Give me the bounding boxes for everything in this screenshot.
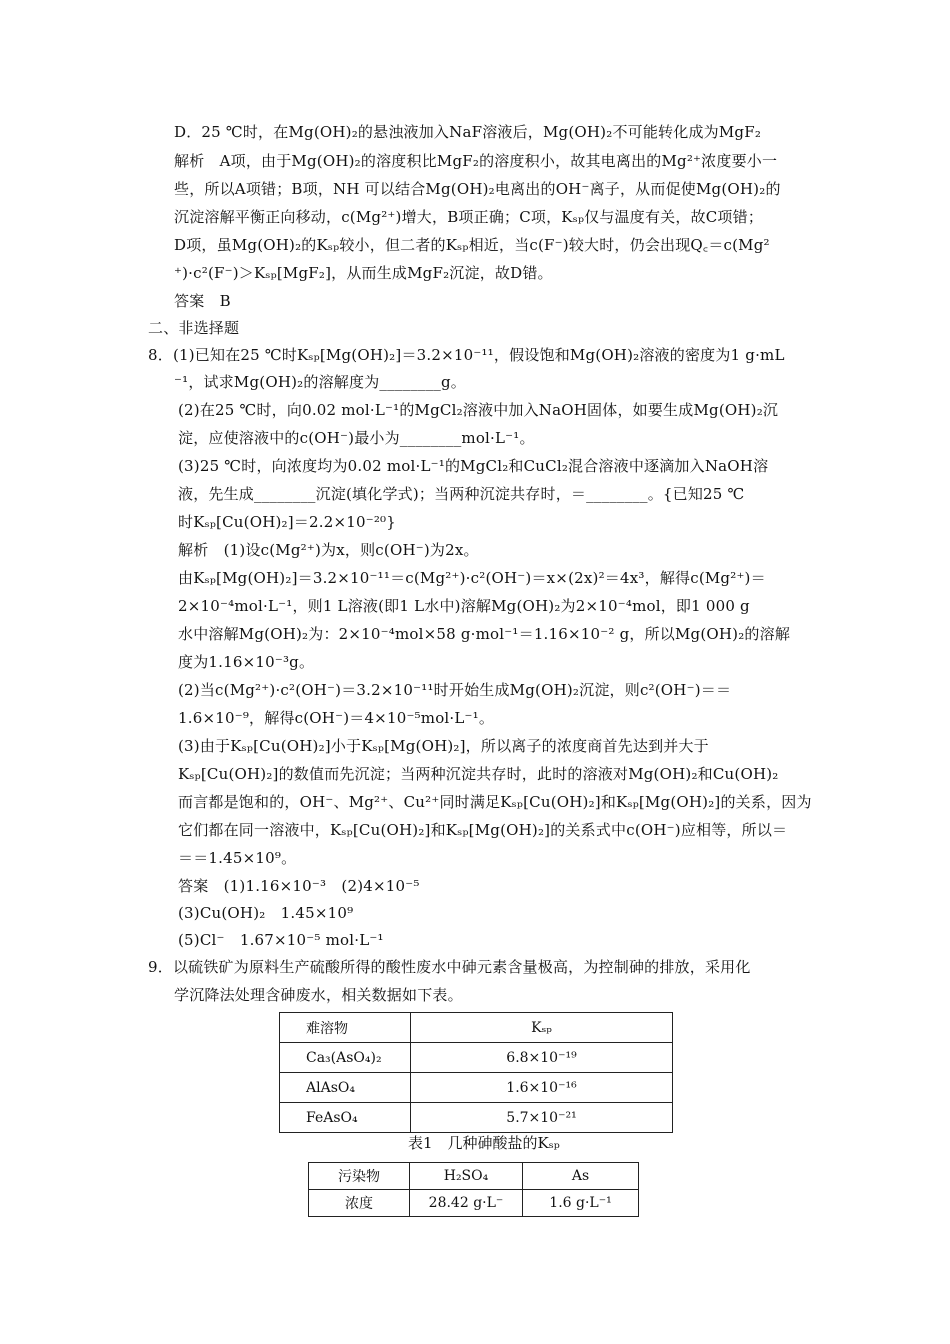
question-9-line: 9．以硫铁矿为原料生产硫酸所得的酸性废水中砷元素含量极高，为控制砷的排放，采用化 <box>148 958 751 976</box>
section-heading: 二、非选择题 <box>148 319 240 337</box>
analysis-line: 度为1.16×10⁻³g。 <box>178 653 315 671</box>
analysis-line: 2×10⁻⁴mol·L⁻¹，则1 L溶液(即1 L水中)溶解Mg(OH)₂为2×10⁻⁴mol，即1 000 g <box>178 597 750 615</box>
answer-line: 答案 (1)1.16×10⁻³ (2)4×10⁻⁵ <box>178 877 420 895</box>
table-row <box>280 1073 673 1103</box>
analysis-line: 1.6×10⁻⁹，解得c(OH⁻)＝4×10⁻⁵mol·L⁻¹。 <box>178 709 495 727</box>
table-caption: 表1 几种砷酸盐的Kₛₚ <box>408 1134 560 1152</box>
analysis-line: D项，虽Mg(OH)₂的Kₛₚ较小，但二者的Kₛₚ相近，当c(F⁻)较大时，仍会出现Q꜀＝c(Mg² <box>174 236 770 254</box>
table-header-row <box>309 1163 639 1190</box>
analysis-line: 解析 (1)设c(Mg²⁺)为x，则c(OH⁻)为2x。 <box>178 541 479 559</box>
table-cell: 1.6 g·L⁻¹ <box>523 1190 639 1217</box>
table-header-cell: As <box>523 1163 639 1190</box>
table-header-cell: 难溶物 <box>280 1013 411 1043</box>
table-row <box>280 1043 673 1073</box>
table-cell: FeAsO₄ <box>280 1103 411 1133</box>
table-cell: 28.42 g·L⁻ <box>410 1190 523 1217</box>
question-8-line: 液，先生成________沉淀(填化学式)；当两种沉淀共存时，＝________。{已知25 ℃ <box>178 485 745 503</box>
arsenate-ksp-table <box>279 1012 673 1133</box>
table-cell: 浓度 <box>309 1190 410 1217</box>
table-header-row <box>280 1013 673 1043</box>
table-row <box>280 1103 673 1133</box>
answer-line: (3)Cu(OH)₂ 1.45×10⁹ <box>178 904 354 922</box>
question-8-line: (3)25 ℃时，向浓度均为0.02 mol·L⁻¹的MgCl₂和CuCl₂混合溶液中逐滴加入NaOH溶 <box>178 457 769 475</box>
analysis-line: 水中溶解Mg(OH)₂为：2×10⁻⁴mol×58 g·mol⁻¹＝1.16×10⁻² g，所以Mg(OH)₂的溶解 <box>178 625 791 643</box>
analysis-line: (2)当c(Mg²⁺)·c²(OH⁻)＝3.2×10⁻¹¹时开始生成Mg(OH)₂沉淀，则c²(OH⁻)＝＝ <box>178 681 732 699</box>
analysis-line: 由Kₛₚ[Mg(OH)₂]＝3.2×10⁻¹¹＝c(Mg²⁺)·c²(OH⁻)＝x×(2x)²＝4x³，解得c(Mg²⁺)＝ <box>178 569 766 587</box>
option-d-text: D．25 ℃时，在Mg(OH)₂的悬浊液加入NaF溶液后，Mg(OH)₂不可能转化成为MgF₂ <box>174 123 762 141</box>
table-cell: 1.6×10⁻¹⁶ <box>411 1073 673 1103</box>
answer-line: 答案 B <box>174 292 231 310</box>
question-8-line: ⁻¹，试求Mg(OH)₂的溶解度为________g。 <box>174 373 466 391</box>
analysis-line: (3)由于Kₛₚ[Cu(OH)₂]小于Kₛₚ[Mg(OH)₂]，所以离子的浓度商首先达到并大于 <box>178 737 709 755</box>
question-8-line: (2)在25 ℃时，向0.02 mol·L⁻¹的MgCl₂溶液中加入NaOH固体，如要生成Mg(OH)₂沉 <box>178 401 779 419</box>
question-8-line: 时Kₛₚ[Cu(OH)₂]＝2.2×10⁻²⁰} <box>178 513 396 531</box>
question-8-line: 8．(1)已知在25 ℃时Kₛₚ[Mg(OH)₂]＝3.2×10⁻¹¹，假设饱和Mg(OH)₂溶液的密度为1 g·mL <box>148 346 785 364</box>
table-row <box>309 1190 639 1217</box>
analysis-line: 些，所以A项错；B项，NH 可以结合Mg(OH)₂电离出的OH⁻离子，从而促使Mg(OH)₂的 <box>174 180 781 198</box>
question-9-line: 学沉降法处理含砷废水，相关数据如下表。 <box>174 986 463 1004</box>
answer-line: (5)Cl⁻ 1.67×10⁻⁵ mol·L⁻¹ <box>178 931 384 949</box>
analysis-line: 它们都在同一溶液中，Kₛₚ[Cu(OH)₂]和Kₛₚ[Mg(OH)₂]的关系式中c(OH⁻)应相等，所以＝ <box>178 821 788 839</box>
question-8-line: 淀，应使溶液中的c(OH⁻)最小为________mol·L⁻¹。 <box>178 429 535 447</box>
pollutant-concentration-table <box>308 1162 639 1217</box>
analysis-line: 而言都是饱和的，OH⁻、Mg²⁺、Cu²⁺同时满足Kₛₚ[Cu(OH)₂]和Kₛₚ[Mg(OH)₂]的关系，因为 <box>178 793 812 811</box>
analysis-line: ＝＝1.45×10⁹。 <box>178 849 297 867</box>
table-cell: AlAsO₄ <box>280 1073 411 1103</box>
analysis-line: Kₛₚ[Cu(OH)₂]的数值而先沉淀；当两种沉淀共存时，此时的溶液对Mg(OH)₂和Cu(OH)₂ <box>178 765 779 783</box>
analysis-line: ⁺)·c²(F⁻)＞Kₛₚ[MgF₂]，从而生成MgF₂沉淀，故D错。 <box>174 264 553 282</box>
table-cell: 5.7×10⁻²¹ <box>411 1103 673 1133</box>
table-header-cell: Kₛₚ <box>411 1013 673 1043</box>
table-cell: 6.8×10⁻¹⁹ <box>411 1043 673 1073</box>
table-header-cell: 污染物 <box>309 1163 410 1190</box>
analysis-line: 沉淀溶解平衡正向移动，c(Mg²⁺)增大，B项正确；C项，Kₛₚ仅与温度有关，故C项错； <box>174 208 764 226</box>
analysis-line: 解析 A项，由于Mg(OH)₂的溶度积比MgF₂的溶度积小，故其电离出的Mg²⁺浓度要小一 <box>174 152 778 170</box>
table-header-cell: H₂SO₄ <box>410 1163 523 1190</box>
table-cell: Ca₃(AsO₄)₂ <box>280 1043 411 1073</box>
